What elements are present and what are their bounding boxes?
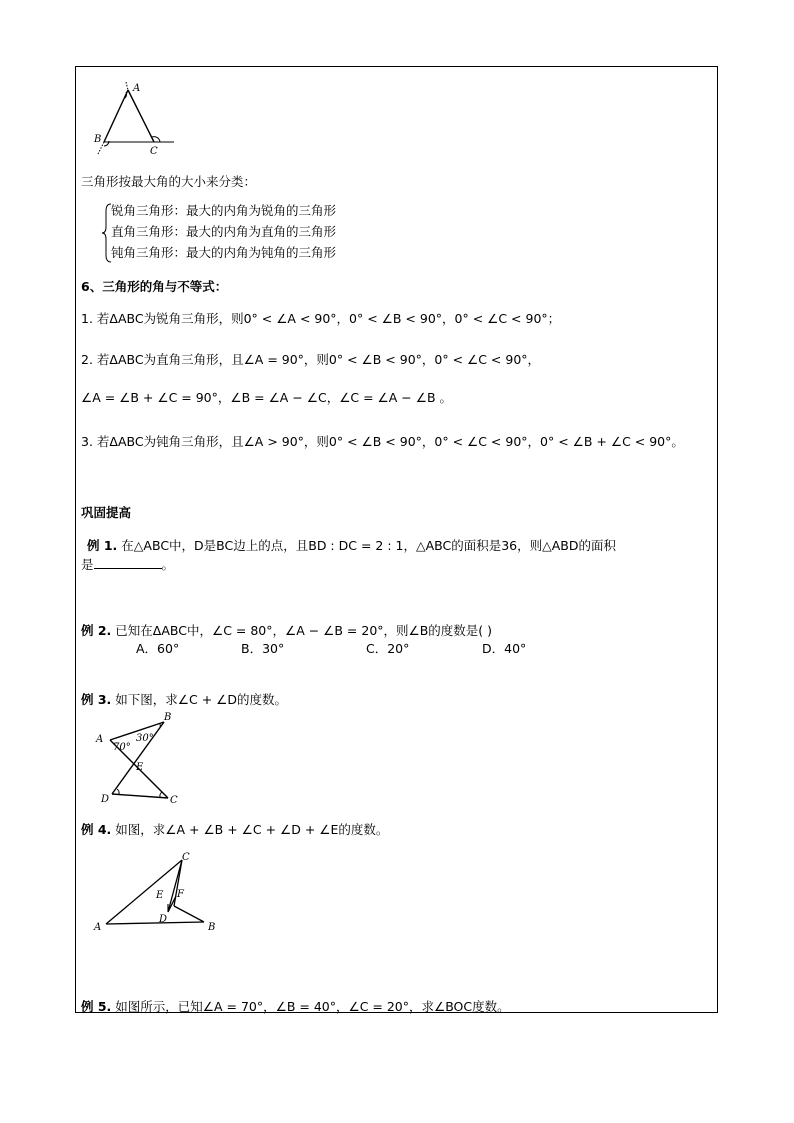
vertex-A-label: A: [96, 734, 104, 745]
example-2: [81, 623, 492, 639]
triangle-figure-1: [90, 78, 180, 158]
inequality-line-2b: ∠A = ∠B + ∠C = 90°，∠B = ∠A − ∠C，∠C = ∠A − ∠B 。: [81, 390, 452, 405]
vertex-B-label: B: [208, 922, 216, 933]
example-1-label: 例 1.: [87, 538, 118, 553]
right-triangle-definition: 直角三角形：最大的内角为直角的三角形: [111, 224, 337, 239]
vertex-A-label: A: [133, 83, 141, 94]
vertex-D-label: D: [159, 914, 168, 925]
example-5-text: 如图所示，已知∠A = 70°，∠B = 40°，∠C = 20°，求∠BOC度数。: [115, 999, 510, 1014]
vertex-B-label: B: [94, 134, 102, 145]
option-C: C．20°: [366, 641, 410, 656]
star-triangle-figure: [92, 848, 222, 936]
answer-blank[interactable]: [94, 556, 162, 569]
example-1-text-2: 是: [81, 557, 94, 572]
vertex-C-label: C: [170, 795, 178, 806]
example-1: [87, 538, 616, 554]
option-A: A．60°: [136, 641, 180, 656]
vertex-C-label: C: [150, 146, 158, 157]
example-5: [81, 999, 510, 1015]
example-1-text: 在△ABC中，D是BC边上的点，且BD : DC = 2 : 1，△ABC的面积是36，则△ABD的面积: [121, 538, 616, 553]
vertex-E-label: E: [136, 762, 144, 773]
vertex-C-label: C: [182, 852, 190, 863]
example-4: [81, 822, 388, 838]
inequality-line-1: 1. 若ΔABC为锐角三角形，则0° < ∠A < 90°，0° < ∠B < 90°，0° < ∠C < 90°；: [81, 311, 561, 326]
example-1-line-2: [81, 556, 174, 573]
example-3: [81, 692, 287, 708]
vertex-B-label: B: [164, 712, 172, 723]
inequality-line-3: 3. 若ΔABC为钝角三角形，且∠A > 90°，则0° < ∠B < 90°，0° < ∠C < 90°，0° < ∠B + ∠C < 90°。: [81, 434, 684, 449]
angle-B-label: 30°: [136, 733, 154, 744]
vertex-E-label: E: [156, 890, 164, 901]
bowtie-figure: [92, 708, 192, 808]
example-5-label: 例 5.: [81, 999, 112, 1014]
angle-A-label: 70°: [113, 742, 131, 753]
classification-heading: 三角形按最大角的大小来分类：: [81, 174, 257, 189]
section-6-title: 6、三角形的角与不等式：: [81, 279, 228, 294]
example-3-text: 如下图，求∠C + ∠D的度数。: [115, 692, 287, 707]
consolidation-title: 巩固提高: [81, 505, 132, 520]
inequality-line-2: 2. 若ΔABC为直角三角形，且∠A = 90°，则0° < ∠B < 90°，0° < ∠C < 90°，: [81, 352, 541, 367]
example-4-text: 如图，求∠A + ∠B + ∠C + ∠D + ∠E的度数。: [115, 822, 389, 837]
example-2-label: 例 2.: [81, 623, 112, 638]
option-D: D．40°: [482, 641, 527, 656]
example-4-label: 例 4.: [81, 822, 112, 837]
acute-triangle-definition: 锐角三角形：最大的内角为锐角的三角形: [111, 203, 337, 218]
vertex-A-label: A: [94, 922, 102, 933]
vertex-D-label: D: [101, 794, 110, 805]
example-1-end: 。: [161, 557, 175, 572]
vertex-F-label: F: [177, 889, 184, 900]
obtuse-triangle-definition: 钝角三角形：最大的内角为钝角的三角形: [111, 245, 337, 260]
option-B: B．30°: [241, 641, 285, 656]
example-2-text: 已知在ΔABC中，∠C = 80°，∠A − ∠B = 20°，则∠B的度数是( ): [115, 623, 493, 638]
example-3-label: 例 3.: [81, 692, 112, 707]
